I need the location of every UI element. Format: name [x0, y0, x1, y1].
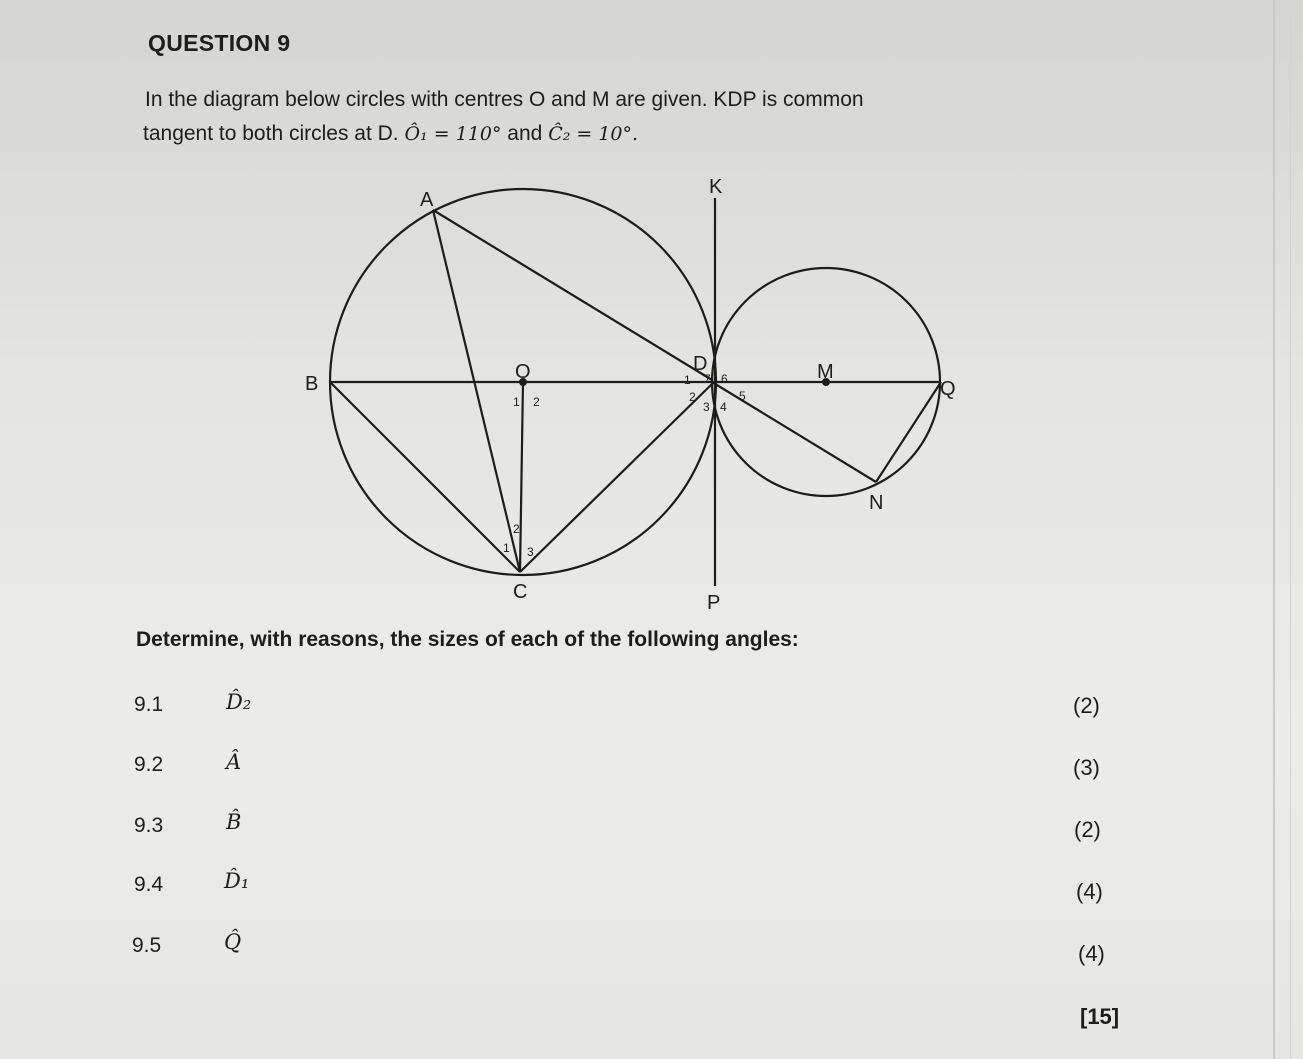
- question-marks: (3): [1073, 755, 1100, 780]
- chord-ad: [433, 210, 712, 380]
- question-heading: QUESTION 9: [148, 30, 291, 56]
- question-number: 9.5: [132, 934, 162, 957]
- question-angle: Â: [226, 750, 242, 774]
- label-d: D: [693, 353, 708, 375]
- question-number: 9.3: [134, 814, 164, 837]
- chord-bc: [330, 382, 520, 572]
- label-q: Q: [940, 378, 956, 400]
- question-number: 9.4: [134, 873, 164, 896]
- question-angle: B̂: [226, 810, 242, 834]
- question-number: 9.2: [134, 753, 164, 776]
- label-k: K: [709, 176, 723, 198]
- angle-label-d5: 5: [739, 389, 746, 403]
- total-marks: [15]: [1080, 1004, 1120, 1029]
- label-m: M: [817, 361, 834, 383]
- angle-label-d1: 1: [684, 373, 691, 387]
- label-c: C: [513, 581, 528, 603]
- angle-label-d6: 6: [721, 372, 728, 386]
- intro-line-1: In the diagram below circles with centres O and M are given. KDP is common: [145, 88, 864, 111]
- angle-label-d2: 2: [689, 390, 696, 404]
- intro-line-2-text: tangent to both circles at D.: [143, 122, 399, 145]
- label-b: B: [305, 373, 319, 395]
- question-marks: (4): [1076, 879, 1103, 904]
- angle-label-c1: 1: [503, 541, 510, 555]
- question-angle: D̂₁: [224, 869, 250, 893]
- given-angle-c2: Ĉ₂ = 10°.: [548, 123, 639, 145]
- chord-ac: [433, 210, 520, 572]
- intro-connector: and: [507, 122, 543, 145]
- question-marks: (2): [1073, 693, 1100, 718]
- chord-qn: [876, 382, 941, 482]
- angle-label-d7: 7: [704, 372, 711, 386]
- angle-label-c3: 3: [527, 545, 534, 559]
- angle-label-o1: 1: [513, 395, 520, 409]
- angle-label-o2: 2: [533, 395, 540, 409]
- label-o: O: [515, 361, 531, 383]
- given-angle-o1: Ô₁ = 110°: [404, 123, 502, 145]
- angle-label-d4: 4: [720, 400, 727, 414]
- chord-cd: [520, 384, 712, 572]
- question-angle: Q̂: [224, 930, 242, 954]
- label-a: A: [420, 189, 434, 211]
- radius-oc: [520, 382, 523, 572]
- angle-label-c2: 2: [513, 522, 520, 536]
- instruction-text: Determine, with reasons, the sizes of each of the following angles:: [136, 628, 799, 651]
- question-number: 9.1: [134, 693, 164, 716]
- question-marks: (2): [1074, 817, 1101, 842]
- question-marks: (4): [1078, 941, 1105, 966]
- label-p: P: [707, 592, 721, 614]
- label-n: N: [869, 492, 884, 514]
- question-angle: D̂₂: [226, 690, 252, 714]
- chord-dn: [712, 382, 876, 482]
- angle-label-d3: 3: [703, 400, 710, 414]
